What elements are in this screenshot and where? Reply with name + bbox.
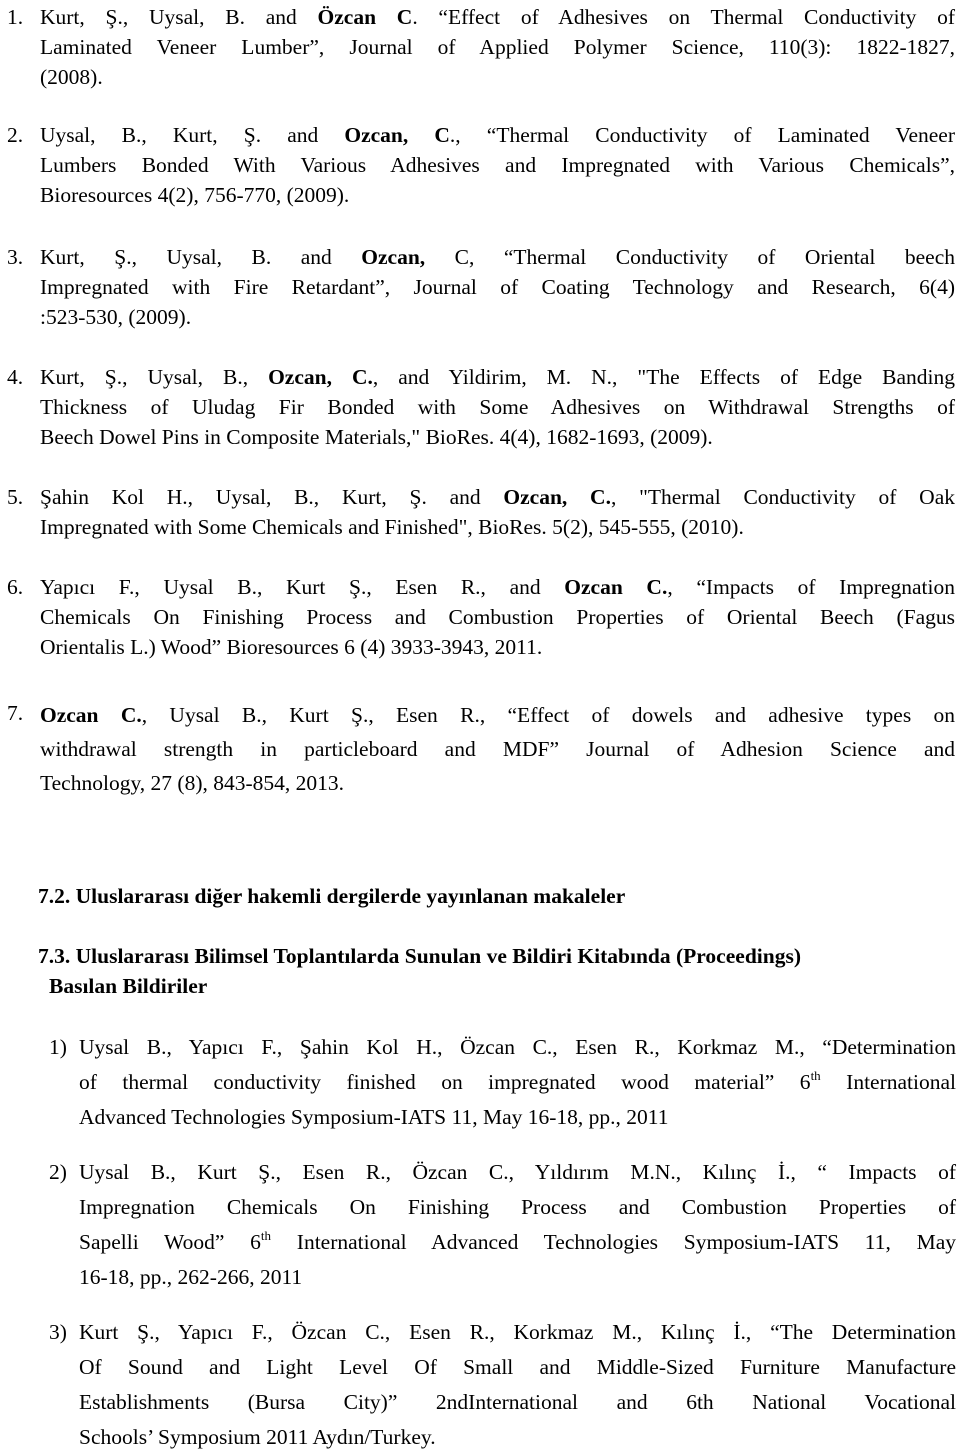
reference-number: 5. xyxy=(7,485,24,509)
reference-line: Kurt, Ş., Uysal, B., Ozcan, C., and Yildirim, M. N., "The Effects of Edge Banding xyxy=(40,365,956,389)
bold-author: Ozcan C. xyxy=(40,703,142,727)
bold-author: Ozcan, C. xyxy=(268,365,373,389)
proceeding-line: Schools’ Symposium 2011 Aydın/Turkey. xyxy=(79,1425,436,1449)
reference-line: Şahin Kol H., Uysal, B., Kurt, Ş. and Ozcan, C., "Thermal Conductivity of Oak xyxy=(40,485,955,509)
reference-item xyxy=(7,242,955,332)
proceeding-number: 3) xyxy=(49,1320,67,1344)
reference-item xyxy=(7,482,955,542)
proceeding-item xyxy=(49,1030,957,1135)
proceeding-line: Establishments (Bursa City)” 2ndInternational and 6th National Vocational xyxy=(79,1390,956,1414)
reference-item xyxy=(7,362,956,452)
reference-line: Uysal, B., Kurt, Ş. and Ozcan, C., “Thermal Conductivity of Laminated Veneer xyxy=(40,123,956,147)
reference-line: Ozcan C., Uysal B., Kurt Ş., Esen R., “Effect of dowels and adhesive types on xyxy=(40,703,955,727)
bold-author: Ozcan, C xyxy=(344,123,450,147)
reference-line: Yapıcı F., Uysal B., Kurt Ş., Esen R., and Ozcan C., “Impacts of Impregnation xyxy=(40,575,955,599)
reference-line: Laminated Veneer Lumber”, Journal of Applied Polymer Science, 110(3): 1822-1827, xyxy=(40,35,955,59)
reference-line: (2008). xyxy=(40,65,103,89)
reference-line: Chemicals On Finishing Process and Combustion Properties of Oriental Beech (Fagus xyxy=(40,605,955,629)
section-7-3-heading: 7.3. Uluslararası Bilimsel Toplantılarda Sunulan ve Bildiri Kitabında (Proceedings) xyxy=(38,944,801,968)
reference-line: withdrawal strength in particleboard and MDF” Journal of Adhesion Science and xyxy=(40,737,955,761)
reference-item xyxy=(7,2,955,92)
proceeding-number: 2) xyxy=(49,1160,67,1184)
bold-author: Ozcan C. xyxy=(564,575,668,599)
proceeding-item xyxy=(49,1155,956,1295)
proceeding-line: Sapelli Wood” 6th International Advanced Technologies Symposium-IATS 11, May xyxy=(79,1228,956,1254)
reference-line: Kurt, Ş., Uysal, B. and Özcan C. “Effect of Adhesives on Thermal Conductivity of xyxy=(40,5,955,29)
reference-item xyxy=(7,698,955,800)
reference-line: Bioresources 4(2), 756-770, (2009). xyxy=(40,183,350,207)
proceeding-line: Kurt Ş., Yapıcı F., Özcan C., Esen R., Korkmaz M., Kılınç İ., “The Determination xyxy=(79,1320,956,1344)
proceeding-line: of thermal conductivity finished on impregnated wood material” 6th International xyxy=(79,1068,957,1094)
bold-author: Ozcan, C. xyxy=(503,485,611,509)
section-7-2-heading: 7.2. Uluslararası diğer hakemli dergilerde yayınlanan makaleler xyxy=(38,884,626,908)
section-7-3-heading-continued: Basılan Bildiriler xyxy=(49,974,208,998)
proceeding-item xyxy=(49,1315,956,1455)
proceeding-line: 16-18, pp., 262-266, 2011 xyxy=(79,1265,303,1289)
reference-line: Impregnated with Fire Retardant”, Journal of Coating Technology and Research, 6(4) xyxy=(40,275,955,299)
bold-author: Özcan C xyxy=(317,5,413,29)
reference-line: Impregnated with Some Chemicals and Finished", BioRes. 5(2), 545-555, (2010). xyxy=(40,515,744,539)
reference-number: 3. xyxy=(7,245,24,269)
proceeding-line: Of Sound and Light Level Of Small and Middle-Sized Furniture Manufacture xyxy=(79,1355,956,1379)
proceeding-line: Uysal B., Yapıcı F., Şahin Kol H., Özcan C., Esen R., Korkmaz M., “Determination xyxy=(79,1035,956,1059)
ordinal-superscript: th xyxy=(260,1228,272,1243)
reference-line: Beech Dowel Pins in Composite Materials," BioRes. 4(4), 1682-1693, (2009). xyxy=(40,425,713,449)
reference-line: Technology, 27 (8), 843-854, 2013. xyxy=(40,771,345,795)
ordinal-superscript: th xyxy=(810,1068,821,1083)
reference-line: Orientalis L.) Wood” Bioresources 6 (4) 3933-3943, 2011. xyxy=(40,635,543,659)
reference-number: 7. xyxy=(7,701,24,725)
reference-number: 6. xyxy=(7,575,24,599)
reference-item xyxy=(7,572,955,662)
reference-line: Thickness of Uludag Fir Bonded with Some Adhesives on Withdrawal Strengths of xyxy=(40,395,955,419)
reference-item xyxy=(7,120,956,210)
proceeding-line: Advanced Technologies Symposium-IATS 11, May 16-18, pp., 2011 xyxy=(79,1105,669,1129)
reference-number: 4. xyxy=(7,365,24,389)
reference-line: :523-530, (2009). xyxy=(40,305,192,329)
bold-author: Ozcan, xyxy=(361,245,426,269)
proceeding-line: Impregnation Chemicals On Finishing Process and Combustion Properties of xyxy=(79,1195,956,1219)
proceeding-number: 1) xyxy=(49,1035,67,1059)
proceeding-line: Uysal B., Kurt Ş., Esen R., Özcan C., Yıldırım M.N., Kılınç İ., “ Impacts of xyxy=(79,1160,956,1184)
reference-number: 2. xyxy=(7,123,24,147)
reference-line: Kurt, Ş., Uysal, B. and Ozcan, C, “Thermal Conductivity of Oriental beech xyxy=(40,245,955,269)
reference-line: Lumbers Bonded With Various Adhesives and Impregnated with Various Chemicals”, xyxy=(40,153,955,177)
reference-number: 1. xyxy=(7,5,24,29)
